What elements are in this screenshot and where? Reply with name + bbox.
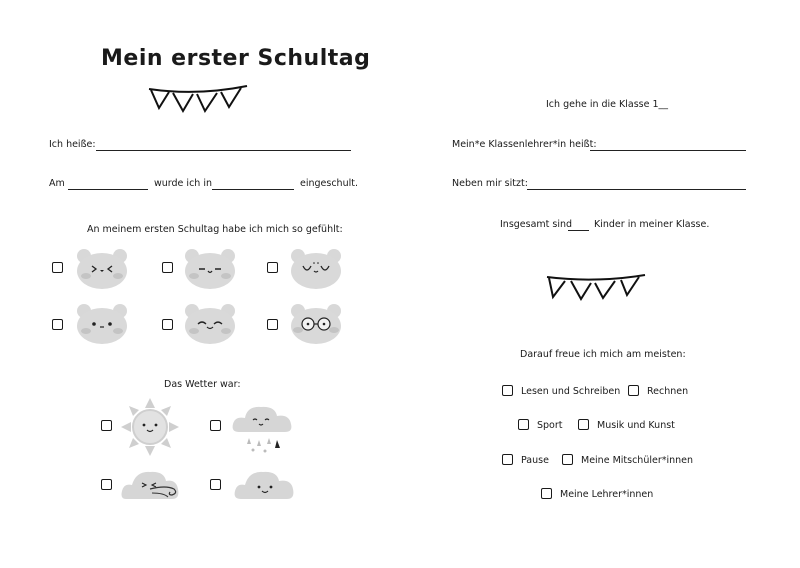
bear-face-icon <box>289 248 343 290</box>
name-field[interactable] <box>96 150 351 151</box>
feeling-checkbox[interactable] <box>267 262 278 273</box>
option-label: Pause <box>521 455 549 466</box>
option-checkbox-pause[interactable] <box>502 454 513 465</box>
feeling-checkbox[interactable] <box>267 319 278 330</box>
option-checkbox-mitschueler[interactable] <box>562 454 573 465</box>
feeling-checkbox[interactable] <box>162 262 173 273</box>
kinder-label: Kinder in meiner Klasse. <box>594 219 710 230</box>
bear-face-icon <box>183 303 237 345</box>
option-checkbox-sport[interactable] <box>518 419 529 430</box>
wurde-label: wurde ich in <box>154 178 212 189</box>
count-field[interactable] <box>568 230 589 231</box>
page-title: Mein erster Schultag <box>101 46 371 71</box>
weather-checkbox[interactable] <box>101 420 112 431</box>
freue-heading: Darauf freue ich mich am meisten: <box>520 349 686 360</box>
date-field[interactable] <box>68 189 148 190</box>
school-field[interactable] <box>212 189 294 190</box>
eingeschult-label: eingeschult. <box>300 178 358 189</box>
weather-checkbox[interactable] <box>210 420 221 431</box>
bear-face-glasses-icon <box>289 303 343 345</box>
weather-heading: Das Wetter war: <box>164 379 241 390</box>
insgesamt-label: Insgesamt sind <box>500 219 573 230</box>
teacher-label: Mein*e Klassenlehrer*in heißt: <box>452 139 597 150</box>
option-label: Musik und Kunst <box>597 420 675 431</box>
feeling-heading: An meinem ersten Schultag habe ich mich so gefühlt: <box>87 224 343 235</box>
feeling-checkbox[interactable] <box>52 319 63 330</box>
name-label: Ich heiße: <box>49 139 96 150</box>
cloud-icon <box>233 467 297 501</box>
option-label: Meine Lehrer*innen <box>560 489 654 500</box>
rain-cloud-icon <box>231 402 295 454</box>
weather-checkbox[interactable] <box>101 479 112 490</box>
option-label: Meine Mitschüler*innen <box>581 455 694 466</box>
bunting-icon <box>545 273 655 303</box>
option-label: Rechnen <box>647 386 689 397</box>
am-label: Am <box>49 178 65 189</box>
option-label: Lesen und Schreiben <box>521 386 621 397</box>
option-checkbox-lehrer[interactable] <box>541 488 552 499</box>
bear-face-icon <box>183 248 237 290</box>
neighbor-field[interactable] <box>527 189 746 190</box>
klasse-label: Ich gehe in die Klasse 1__ <box>546 99 669 110</box>
option-checkbox-musik[interactable] <box>578 419 589 430</box>
option-checkbox-rechnen[interactable] <box>628 385 639 396</box>
wind-cloud-icon <box>120 467 184 503</box>
feeling-checkbox[interactable] <box>52 262 63 273</box>
bunting-icon <box>147 84 257 114</box>
option-checkbox-lesen[interactable] <box>502 385 513 396</box>
feeling-checkbox[interactable] <box>162 319 173 330</box>
teacher-field[interactable] <box>590 150 746 151</box>
weather-checkbox[interactable] <box>210 479 221 490</box>
bear-face-icon <box>75 303 129 345</box>
bear-face-icon <box>75 248 129 290</box>
sun-icon <box>121 398 179 456</box>
neighbor-label: Neben mir sitzt: <box>452 178 528 189</box>
option-label: Sport <box>537 420 563 431</box>
